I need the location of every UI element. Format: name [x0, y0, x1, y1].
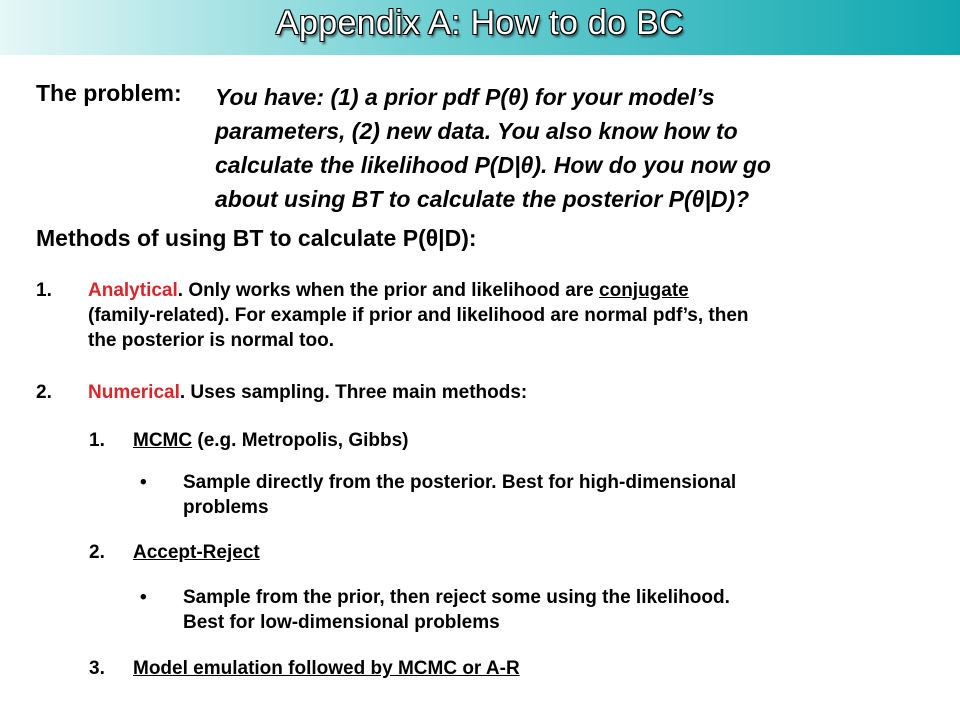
bullet-icon: •	[140, 587, 147, 608]
subitem-body	[133, 656, 520, 681]
method-name: Numerical	[88, 382, 180, 403]
list-item-text: . Only works when the prior and likelihood are	[177, 280, 600, 301]
bullet-line: Sample directly from the posterior. Best for high-dimensional	[183, 472, 737, 493]
method-label: MCMC	[133, 430, 193, 451]
list-number: 2.	[36, 382, 52, 403]
bullet-line: Best for low-dimensional problems	[183, 612, 500, 633]
bullet-body	[183, 470, 943, 520]
bullet-body	[183, 585, 943, 635]
bullet-icon: •	[140, 472, 147, 493]
list-item-line: (family-related). For example if prior and likelihood are normal pdf’s, then	[88, 305, 749, 326]
bullet-line: problems	[183, 497, 269, 518]
list-item-body	[88, 380, 527, 405]
conjugate-term: conjugate	[599, 280, 689, 301]
list-item-line: the posterior is normal too.	[88, 330, 334, 351]
methods-heading: Methods of using BT to calculate P(θ|D):	[36, 225, 477, 251]
bullet-line: Sample from the prior, then reject some using the likelihood.	[183, 587, 730, 608]
list-number: 3.	[89, 658, 105, 679]
problem-line: calculate the likelihood P(D|θ). How do you now go	[215, 152, 771, 178]
problem-line: parameters, (2) new data. You also know how to	[215, 118, 738, 144]
list-item-body	[88, 278, 943, 353]
list-item-text: . Uses sampling. Three main methods:	[179, 382, 528, 403]
subitem-text: (e.g. Metropolis, Gibbs)	[192, 430, 409, 451]
method-label: Accept-Reject	[133, 542, 260, 563]
subitem-body	[133, 428, 409, 453]
list-item-line	[88, 278, 943, 303]
problem-text	[215, 80, 935, 216]
method-name: Analytical	[88, 280, 178, 301]
list-number: 1.	[89, 430, 105, 451]
subitem-body	[133, 540, 260, 565]
slide-title: Appendix A: How to do BC	[276, 4, 684, 42]
problem-line: You have: (1) a prior pdf P(θ) for your model’s	[215, 84, 715, 110]
problem-line: about using BT to calculate the posterior P(θ|D)?	[215, 186, 750, 212]
problem-label: The problem:	[36, 80, 182, 106]
method-label: Model emulation followed by MCMC or A-R	[133, 658, 520, 679]
list-number: 2.	[89, 542, 105, 563]
list-number: 1.	[36, 280, 52, 301]
